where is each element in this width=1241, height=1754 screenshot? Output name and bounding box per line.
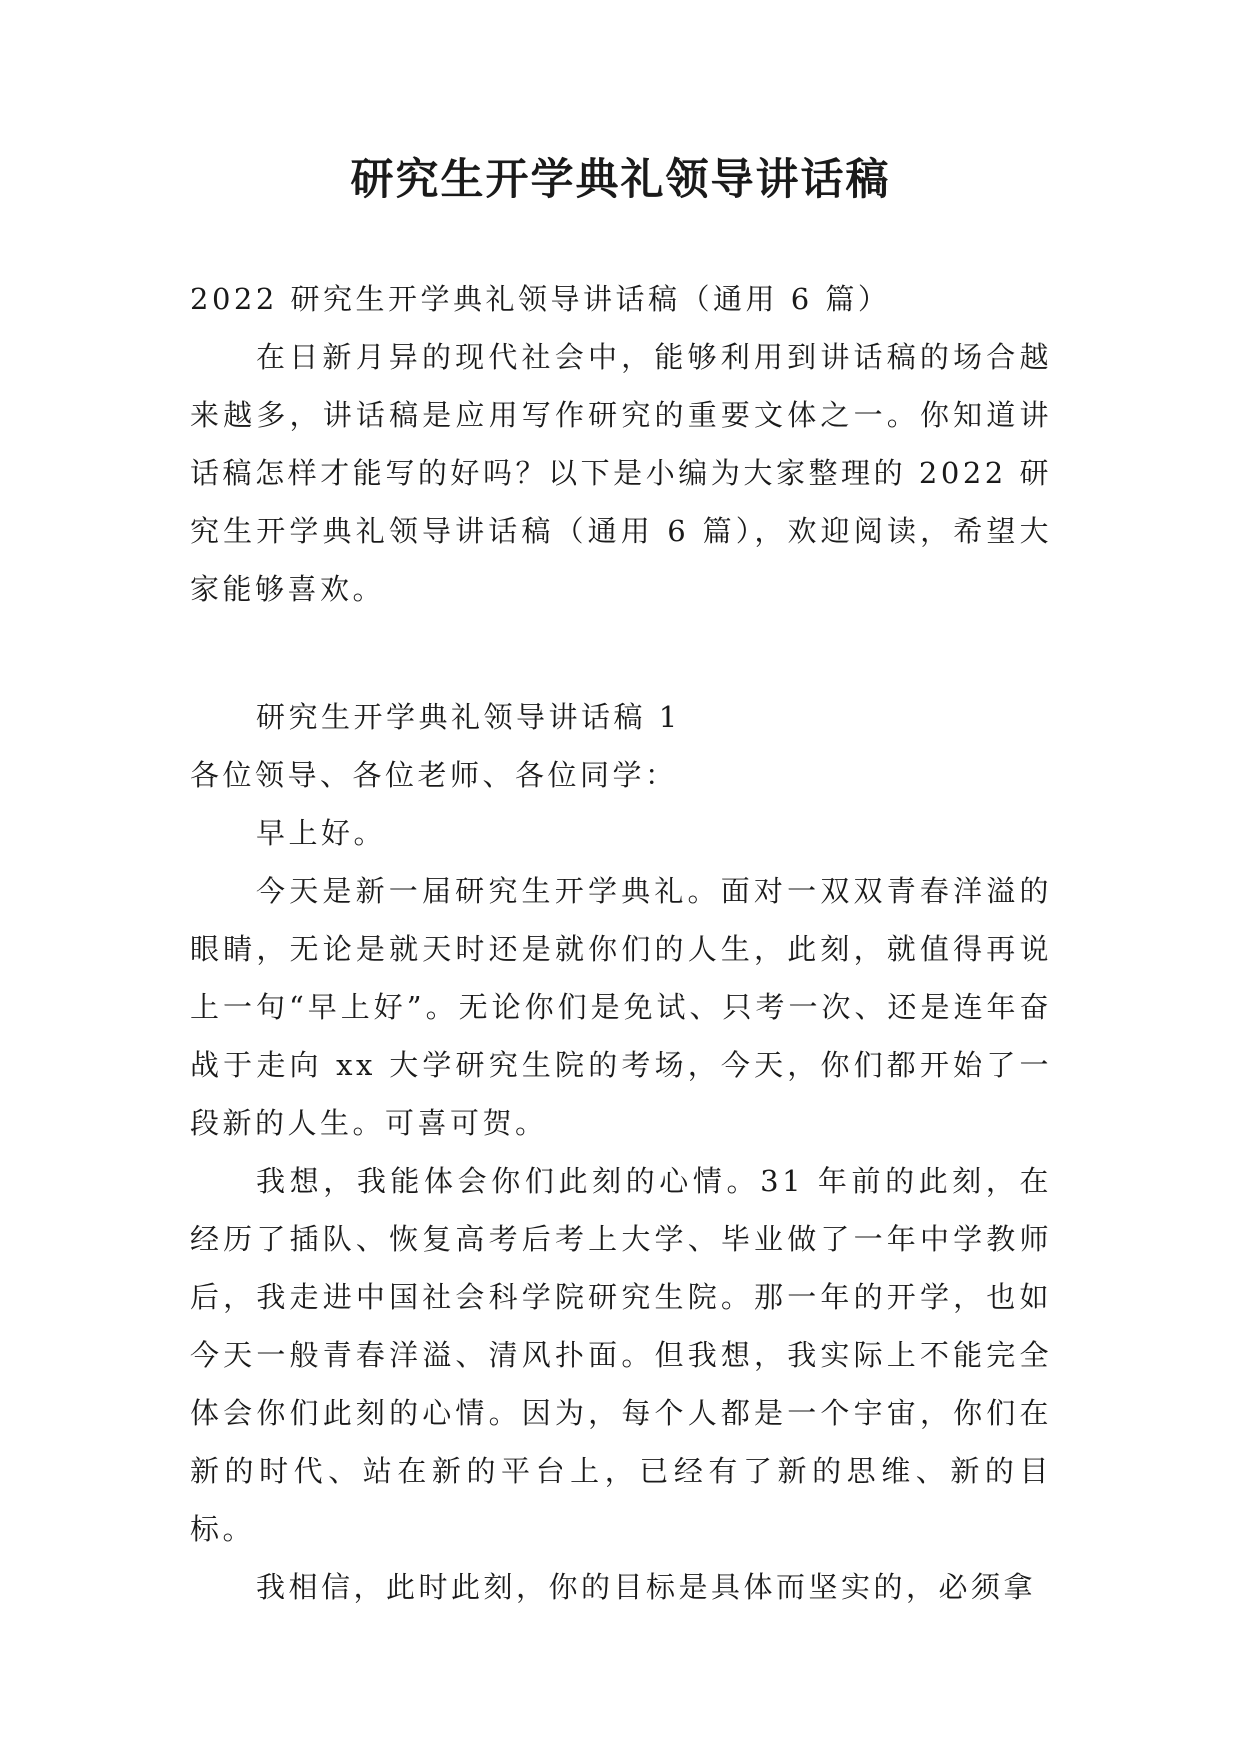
salutation: 各位领导、各位老师、各位同学： [190, 758, 678, 792]
document-title: 研究生开学典礼领导讲话稿 [350, 155, 891, 205]
section-spacer [190, 618, 1052, 676]
section-heading: 研究生开学典礼领导讲话稿 1 [256, 700, 681, 734]
greeting: 早上好。 [256, 816, 387, 850]
intro-paragraph: 在日新月异的现代社会中，能够利用到讲话稿的场合越来越多，讲话稿是应用写作研究的重要文体之一。你知道讲话稿怎样才能写的好吗？以下是小编为大家整理的 2022 研究生开学典礼领导讲话稿（通用 6 篇），欢迎阅读，希望大家能够喜欢。 [190, 340, 1052, 606]
document-subtitle: 2022 研究生开学典礼领导讲话稿（通用 6 篇） [190, 282, 891, 316]
body-paragraph: 我想，我能体会你们此刻的心情。31 年前的此刻，在经历了插队、恢复高考后考上大学、毕业做了一年中学教师后，我走进中国社会科学院研究生院。那一年的开学，也如今天一般青春洋溢、清风扑面。但我想，我实际上不能完全体会你们此刻的心情。因为，每个人都是一个宇宙，你们在新的时代、站在新的平台上，已经有了新的思维、新的目标。 [190, 1164, 1052, 1546]
document-body [190, 270, 1052, 1616]
body-paragraph: 今天是新一届研究生开学典礼。面对一双双青春洋溢的眼睛，无论是就天时还是就你们的人生，此刻，就值得再说上一句“早上好”。无论你们是免试、只考一次、还是连年奋战于走向 xx 大学研究生院的考场，今天，你们都开始了一段新的人生。可喜可贺。 [190, 874, 1052, 1140]
body-paragraph: 我相信，此时此刻，你的目标是具体而坚实的，必须拿 [256, 1570, 1037, 1604]
